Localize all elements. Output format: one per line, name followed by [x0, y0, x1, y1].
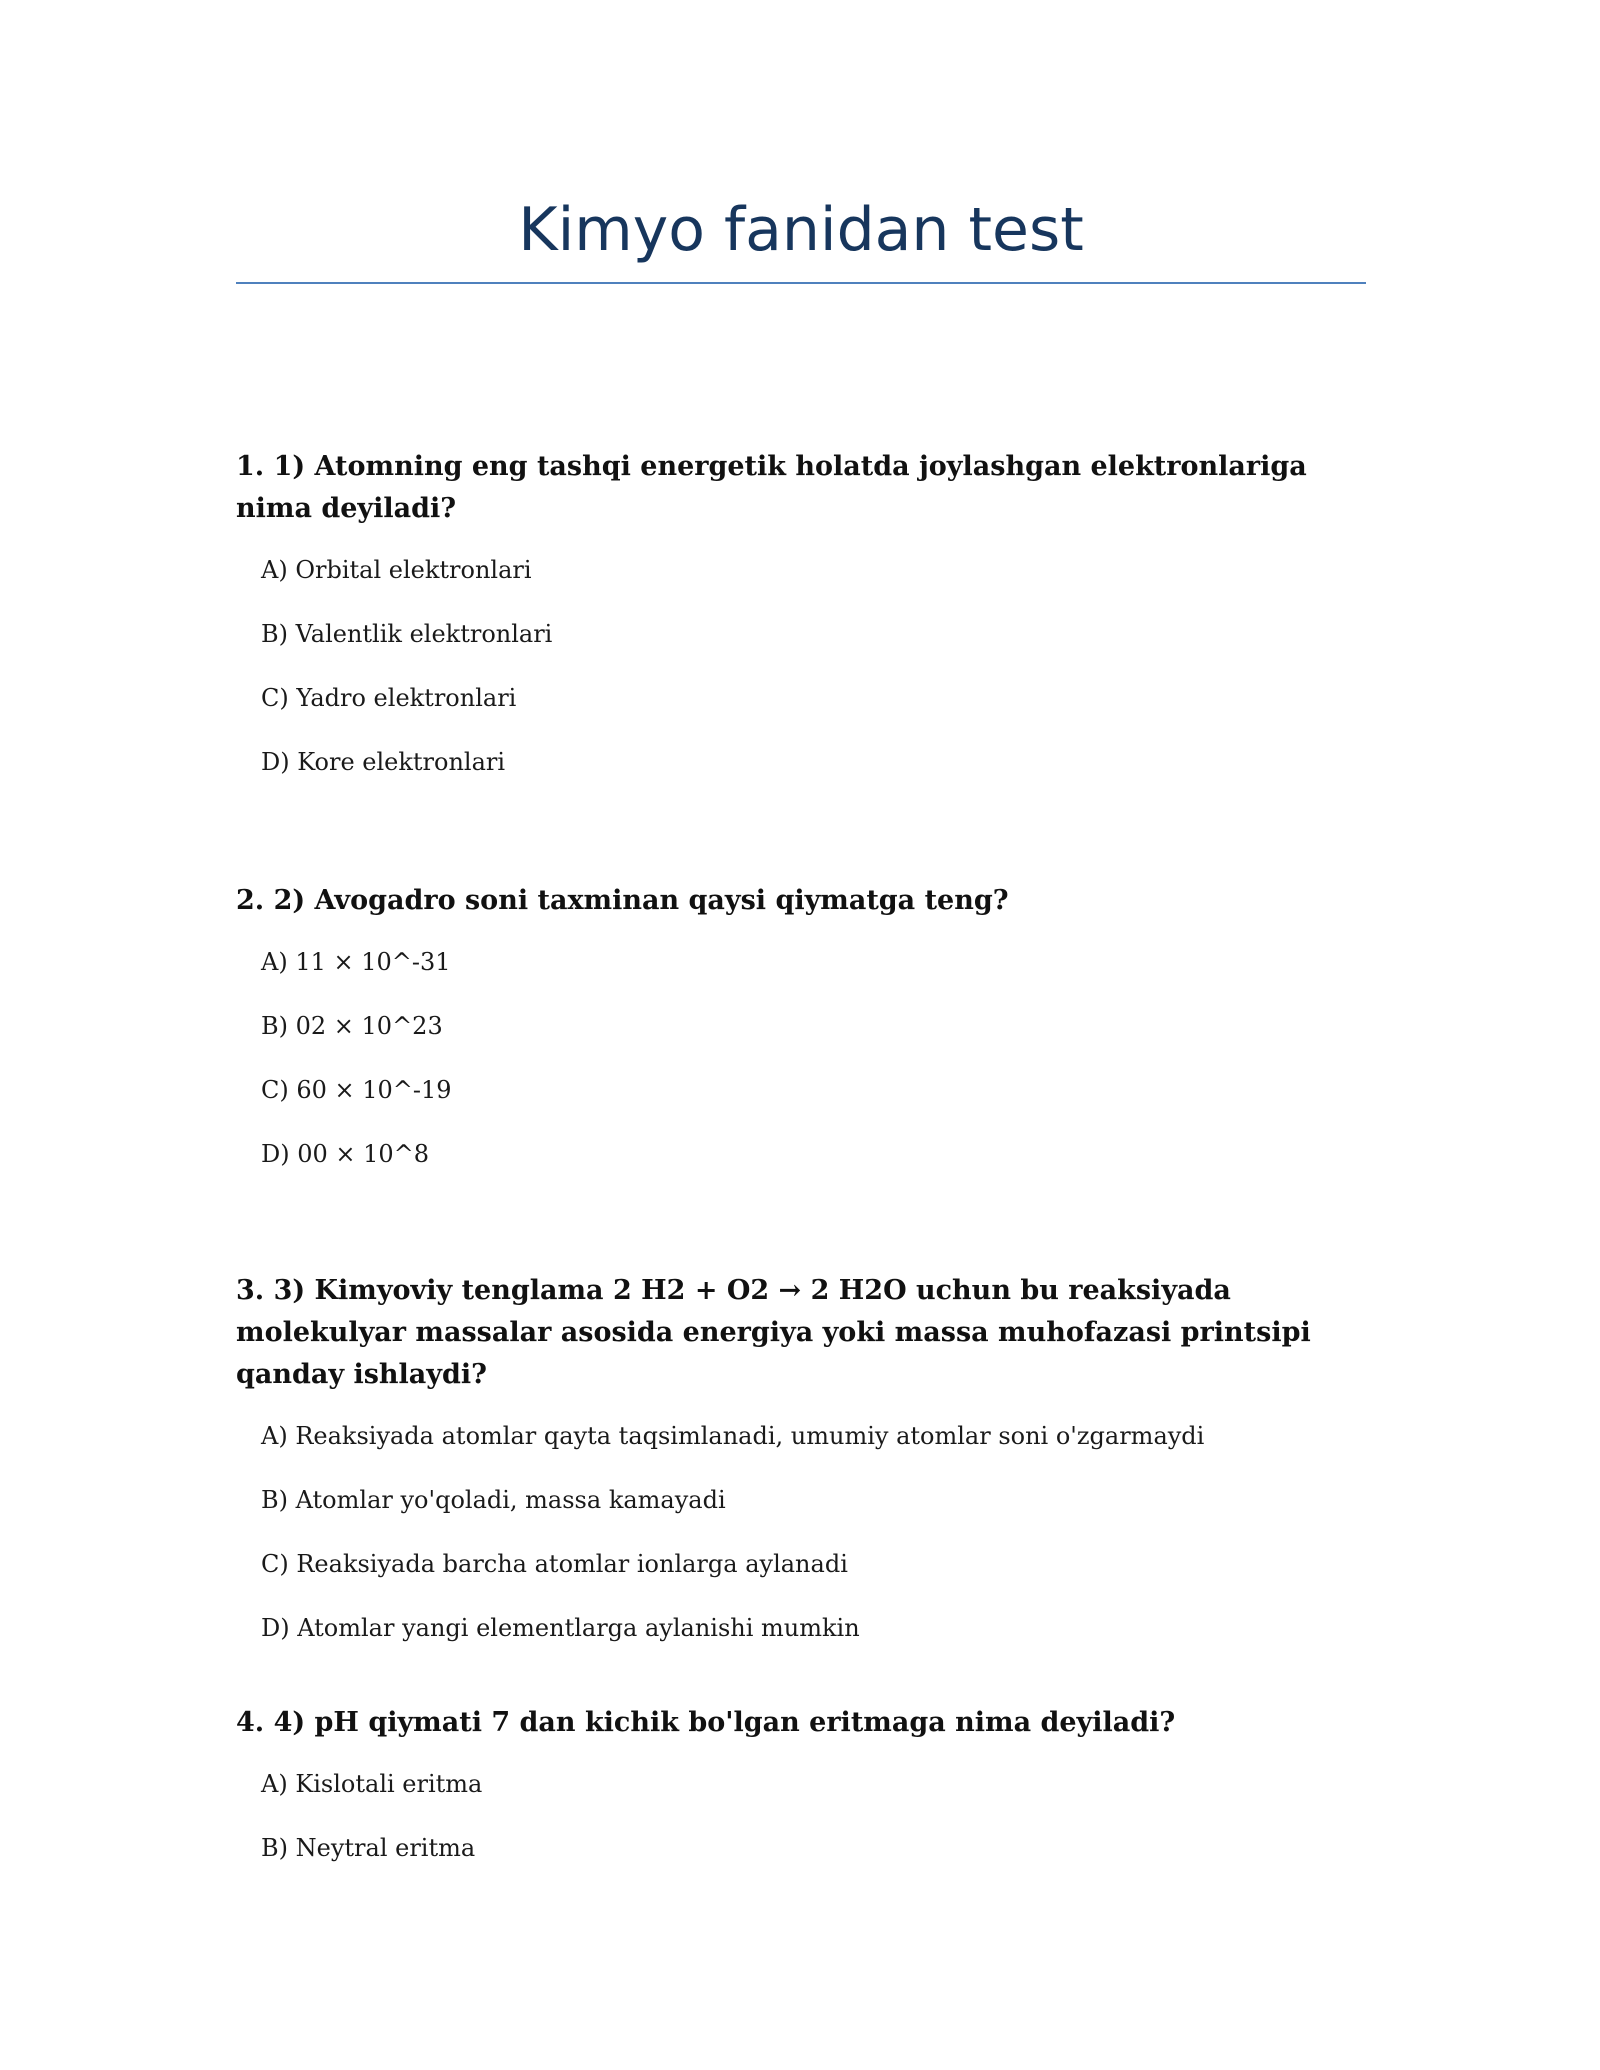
option-list: [236, 1764, 1366, 1892]
option-b: B) Atomlar yo'qoladi, massa kamayadi: [261, 1486, 726, 1514]
option-c: C) 60 × 10^-19: [261, 1076, 452, 1104]
question-3: [236, 1270, 1366, 1672]
option-b: B) 02 × 10^23: [261, 1012, 443, 1040]
question-2: [236, 880, 1366, 1198]
option-d: D) Atomlar yangi elementlarga aylanishi mumkin: [261, 1614, 860, 1642]
option-b: B) Valentlik elektronlari: [261, 620, 553, 648]
question-text: 4. 4) pH qiymati 7 dan kichik bo'lgan eritmaga nima deyiladi?: [236, 1707, 1176, 1738]
question-text: 1. 1) Atomning eng tashqi energetik holatda joylashgan elektronlariga nima deyiladi?: [236, 451, 1307, 524]
question-text: 2. 2) Avogadro soni taxminan qaysi qiymatga teng?: [236, 885, 1009, 916]
option-a: A) Orbital elektronlari: [261, 556, 532, 584]
option-a: A) 11 × 10^-31: [261, 948, 451, 976]
option-c: C) Yadro elektronlari: [261, 684, 517, 712]
question-4: [236, 1702, 1366, 1892]
page-title: Kimyo fanidan test: [518, 195, 1084, 265]
option-b: B) Neytral eritma: [261, 1834, 476, 1862]
title-underline: [236, 282, 1366, 284]
option-d: D) Kore elektronlari: [261, 748, 506, 776]
option-list: [236, 550, 1366, 806]
option-d: D) 00 × 10^8: [261, 1140, 430, 1168]
option-list: [236, 1416, 1366, 1672]
question-1: [236, 446, 1366, 806]
option-a: A) Reaksiyada atomlar qayta taqsimlanadi, umumiy atomlar soni o'zgarmaydi: [261, 1422, 1205, 1450]
option-a: A) Kislotali eritma: [261, 1770, 483, 1798]
option-list: [236, 942, 1366, 1198]
question-text: 3. 3) Kimyoviy tenglama 2 H2 + O2 → 2 H2O uchun bu reaksiyada molekulyar massalar asosida energiya yoki massa muhofazasi printsipi qanday ishlaydi?: [236, 1275, 1311, 1390]
option-c: C) Reaksiyada barcha atomlar ionlarga aylanadi: [261, 1550, 848, 1578]
